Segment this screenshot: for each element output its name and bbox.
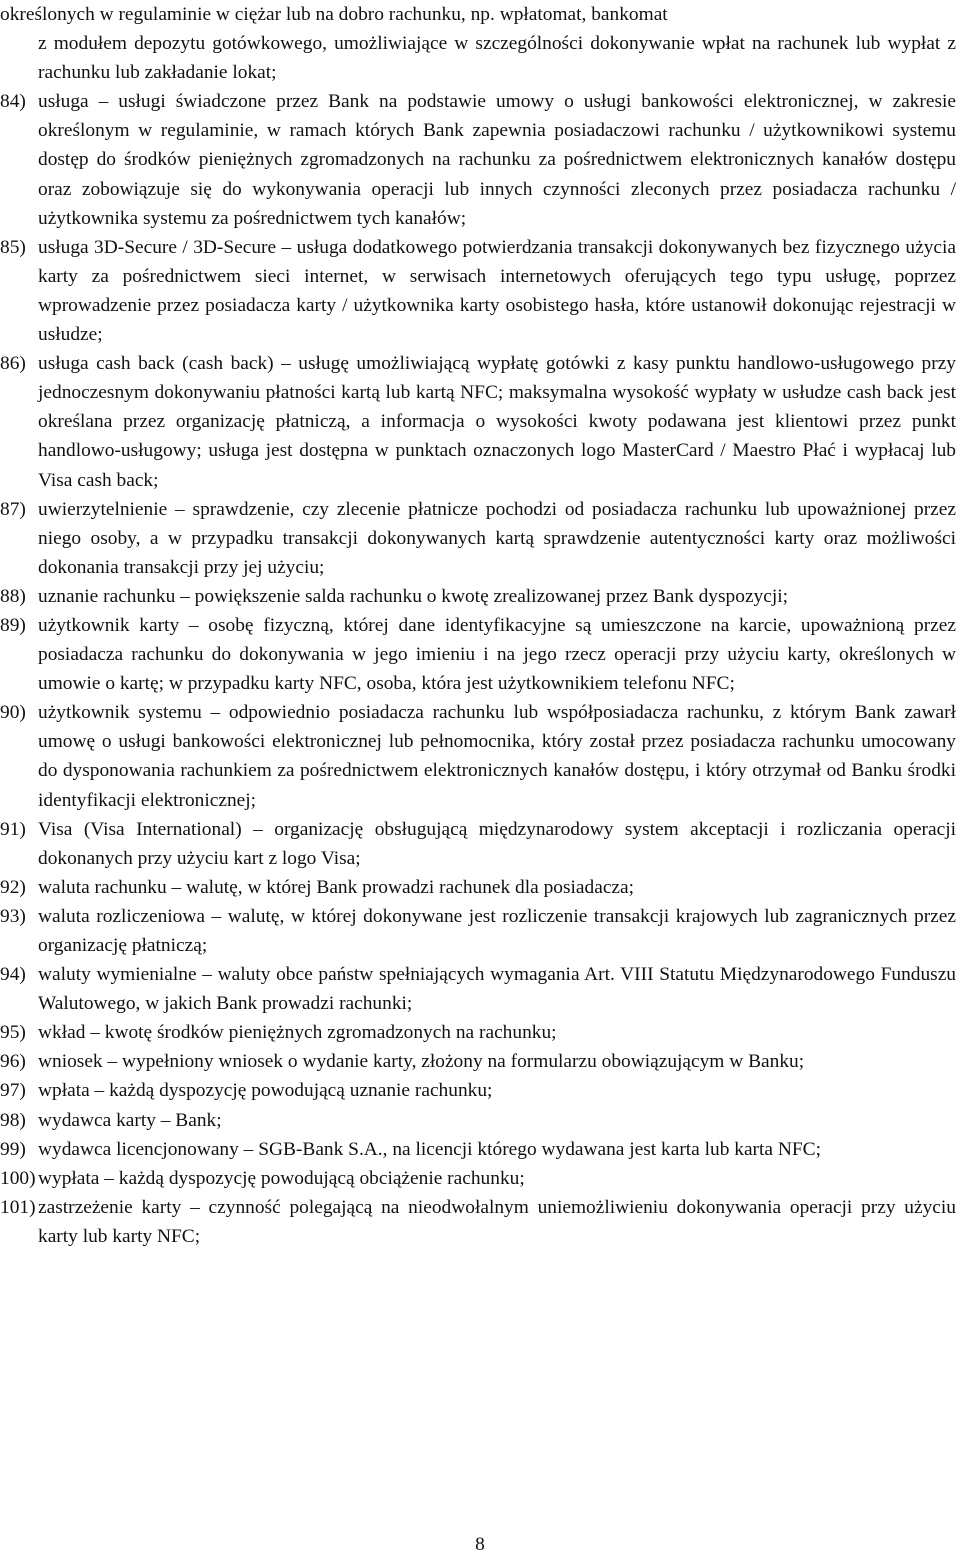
definition-item-92 xyxy=(0,873,956,902)
item-number: 93) xyxy=(0,905,26,927)
definition-item-88 xyxy=(0,582,956,611)
item-number: 87) xyxy=(0,498,26,520)
item-number: 95) xyxy=(0,1022,26,1044)
definition-item-89 xyxy=(0,611,956,698)
item-number: 86) xyxy=(0,353,26,375)
item-text: usługa cash back (cash back) – usługę umożliwiającą wypłatę gotówki z kasy punktu handlowo-usługowego przy jednoczesnym dokonywaniu płatności kartą lub kartą NFC; maksymalna wysokość wypłaty w usłudze cash back jest określana przez organizację płatniczą, a informacja o wysokości kwoty podawana jest klientowi przez punkt handlowo-usługowy; usługa jest dostępna w punktach oznaczonych logo MasterCard / Maestro Płać i wypłacaj lub Visa cash back; xyxy=(38,353,956,491)
item-number: 84) xyxy=(0,91,26,113)
item-number: 97) xyxy=(0,1080,26,1102)
definition-item-93 xyxy=(0,902,956,960)
item-text: waluty wymienialne – waluty obce państw spełniających wymagania Art. VIII Statutu Międzynarodowego Funduszu Walutowego, w jakich Bank prowadzi rachunki; xyxy=(38,964,956,1015)
item-number: 92) xyxy=(0,876,26,898)
page-number: 8 xyxy=(475,1534,485,1555)
definition-item-97 xyxy=(0,1076,956,1105)
item-number: 94) xyxy=(0,964,26,986)
continued-line-2: z modułem depozytu gotówkowego, umożliwiające w szczególności dokonywanie wpłat na rachunek lub wypłat z rachunku lub zakładanie lokat; xyxy=(38,33,956,84)
item-text: usługa – usługi świadczone przez Bank na podstawie umowy o usługi bankowości elektronicznej, w zakresie określonym w regulaminie, w ramach których Bank zapewnia posiadaczowi rachunku / użytkownikowi systemu dostęp do środków pieniężnych zgromadzonych na rachunku za pośrednictwem elektronicznych kanałów dostępu oraz zobowiązuje się do wykonywania operacji lub innych czynności zleconych przez posiadacza rachunku / użytkownika systemu za pośrednictwem tych kanałów; xyxy=(38,91,956,229)
item-text: usługa 3D-Secure / 3D-Secure – usługa dodatkowego potwierdzania transakcji dokonywanych bez fizycznego użycia karty za pośrednictwem sieci internet, w serwisach internetowych oferujących tego typu usługę, poprzez wprowadzenie przez posiadacza karty / użytkownika karty osobistego hasła, które ustanowił dokonując rejestracji w usłudze; xyxy=(38,236,956,346)
item-number: 91) xyxy=(0,818,26,840)
definition-item-95 xyxy=(0,1018,956,1047)
definition-item-87 xyxy=(0,495,956,582)
item-text: użytkownik systemu – odpowiednio posiadacza rachunku lub współposiadacza rachunku, z którym Bank zawarł umowę o usługi bankowości elektronicznej lub pełnomocnika, który został przez posiadacza rachunku umocowany do dysponowania rachunkiem za pośrednictwem elektronicznych kanałów dostępu, i który otrzymał od Banku środki identyfikacji elektronicznej; xyxy=(38,702,956,811)
definition-item-84 xyxy=(0,87,956,232)
definition-item-86 xyxy=(0,349,956,494)
item-number: 99) xyxy=(0,1138,26,1160)
item-number: 88) xyxy=(0,585,26,607)
item-text: uznanie rachunku – powiększenie salda rachunku o kwotę zrealizowanej przez Bank dyspozycji; xyxy=(38,585,789,607)
definition-item-96 xyxy=(0,1047,956,1076)
definition-item-85 xyxy=(0,233,956,349)
item-number: 100) xyxy=(0,1167,36,1189)
definition-item-90 xyxy=(0,698,956,814)
definition-item-99 xyxy=(0,1135,956,1164)
item-text: waluta rozliczeniowa – walutę, w której dokonywane jest rozliczenie transakcji krajowych lub zagranicznych przez organizację płatniczą; xyxy=(38,905,956,956)
item-text: wydawca licencjonowany – SGB-Bank S.A., na licencji którego wydawana jest karta lub karta NFC; xyxy=(38,1138,821,1160)
item-number: 101) xyxy=(0,1196,36,1218)
item-text: uwierzytelnienie – sprawdzenie, czy zlecenie płatnicze pochodzi od posiadacza rachunku lub upoważnionej przez niego osoby, a w przypadku transakcji dokonywanych kartą sprawdzenie autentyczności karty oraz możliwości dokonania transakcji przy jej użyciu; xyxy=(38,498,956,578)
definition-item-91 xyxy=(0,815,956,873)
item-text: Visa (Visa International) – organizację obsługującą międzynarodowy system akceptacji i rozliczania operacji dokonanych przy użyciu kart z logo Visa; xyxy=(38,818,956,869)
definition-item-94 xyxy=(0,960,956,1018)
definition-item-100 xyxy=(0,1164,956,1193)
item-number: 96) xyxy=(0,1051,26,1073)
item-text: wniosek – wypełniony wniosek o wydanie karty, złożony na formularzu obowiązującym w Banku; xyxy=(38,1051,805,1073)
item-text: wkład – kwotę środków pieniężnych zgromadzonych na rachunku; xyxy=(38,1022,557,1044)
item-number: 85) xyxy=(0,236,26,258)
continued-line-1: określonych w regulaminie w ciężar lub na dobro rachunku, np. wpłatomat, bankomat xyxy=(0,4,668,25)
item-text: waluta rachunku – walutę, w której Bank prowadzi rachunek dla posiadacza; xyxy=(38,876,635,898)
definition-item-101 xyxy=(0,1193,956,1251)
item-text: użytkownik karty – osobę fizyczną, której dane identyfikacyjne są umieszczone na karcie, upoważnioną przez posiadacza rachunku do dokonywania w jego imieniu i na jego rzecz operacji przy użyciu karty, określonych w umowie o kartę; w przypadku karty NFC, osoba, która jest użytkownikiem telefonu NFC; xyxy=(38,614,956,695)
item-number: 90) xyxy=(0,702,26,724)
item-number: 98) xyxy=(0,1109,26,1131)
item-text: wydawca karty – Bank; xyxy=(38,1109,222,1131)
item-text: wypłata – każdą dyspozycję powodującą obciążenie rachunku; xyxy=(38,1167,525,1189)
item-text: wpłata – każdą dyspozycję powodującą uznanie rachunku; xyxy=(38,1080,493,1102)
item-text: zastrzeżenie karty – czynność polegającą na nieodwołalnym uniemożliwieniu dokonywania operacji przy użyciu karty lub karty NFC; xyxy=(38,1196,956,1247)
definition-item-98 xyxy=(0,1106,956,1135)
item-number: 89) xyxy=(0,614,26,636)
